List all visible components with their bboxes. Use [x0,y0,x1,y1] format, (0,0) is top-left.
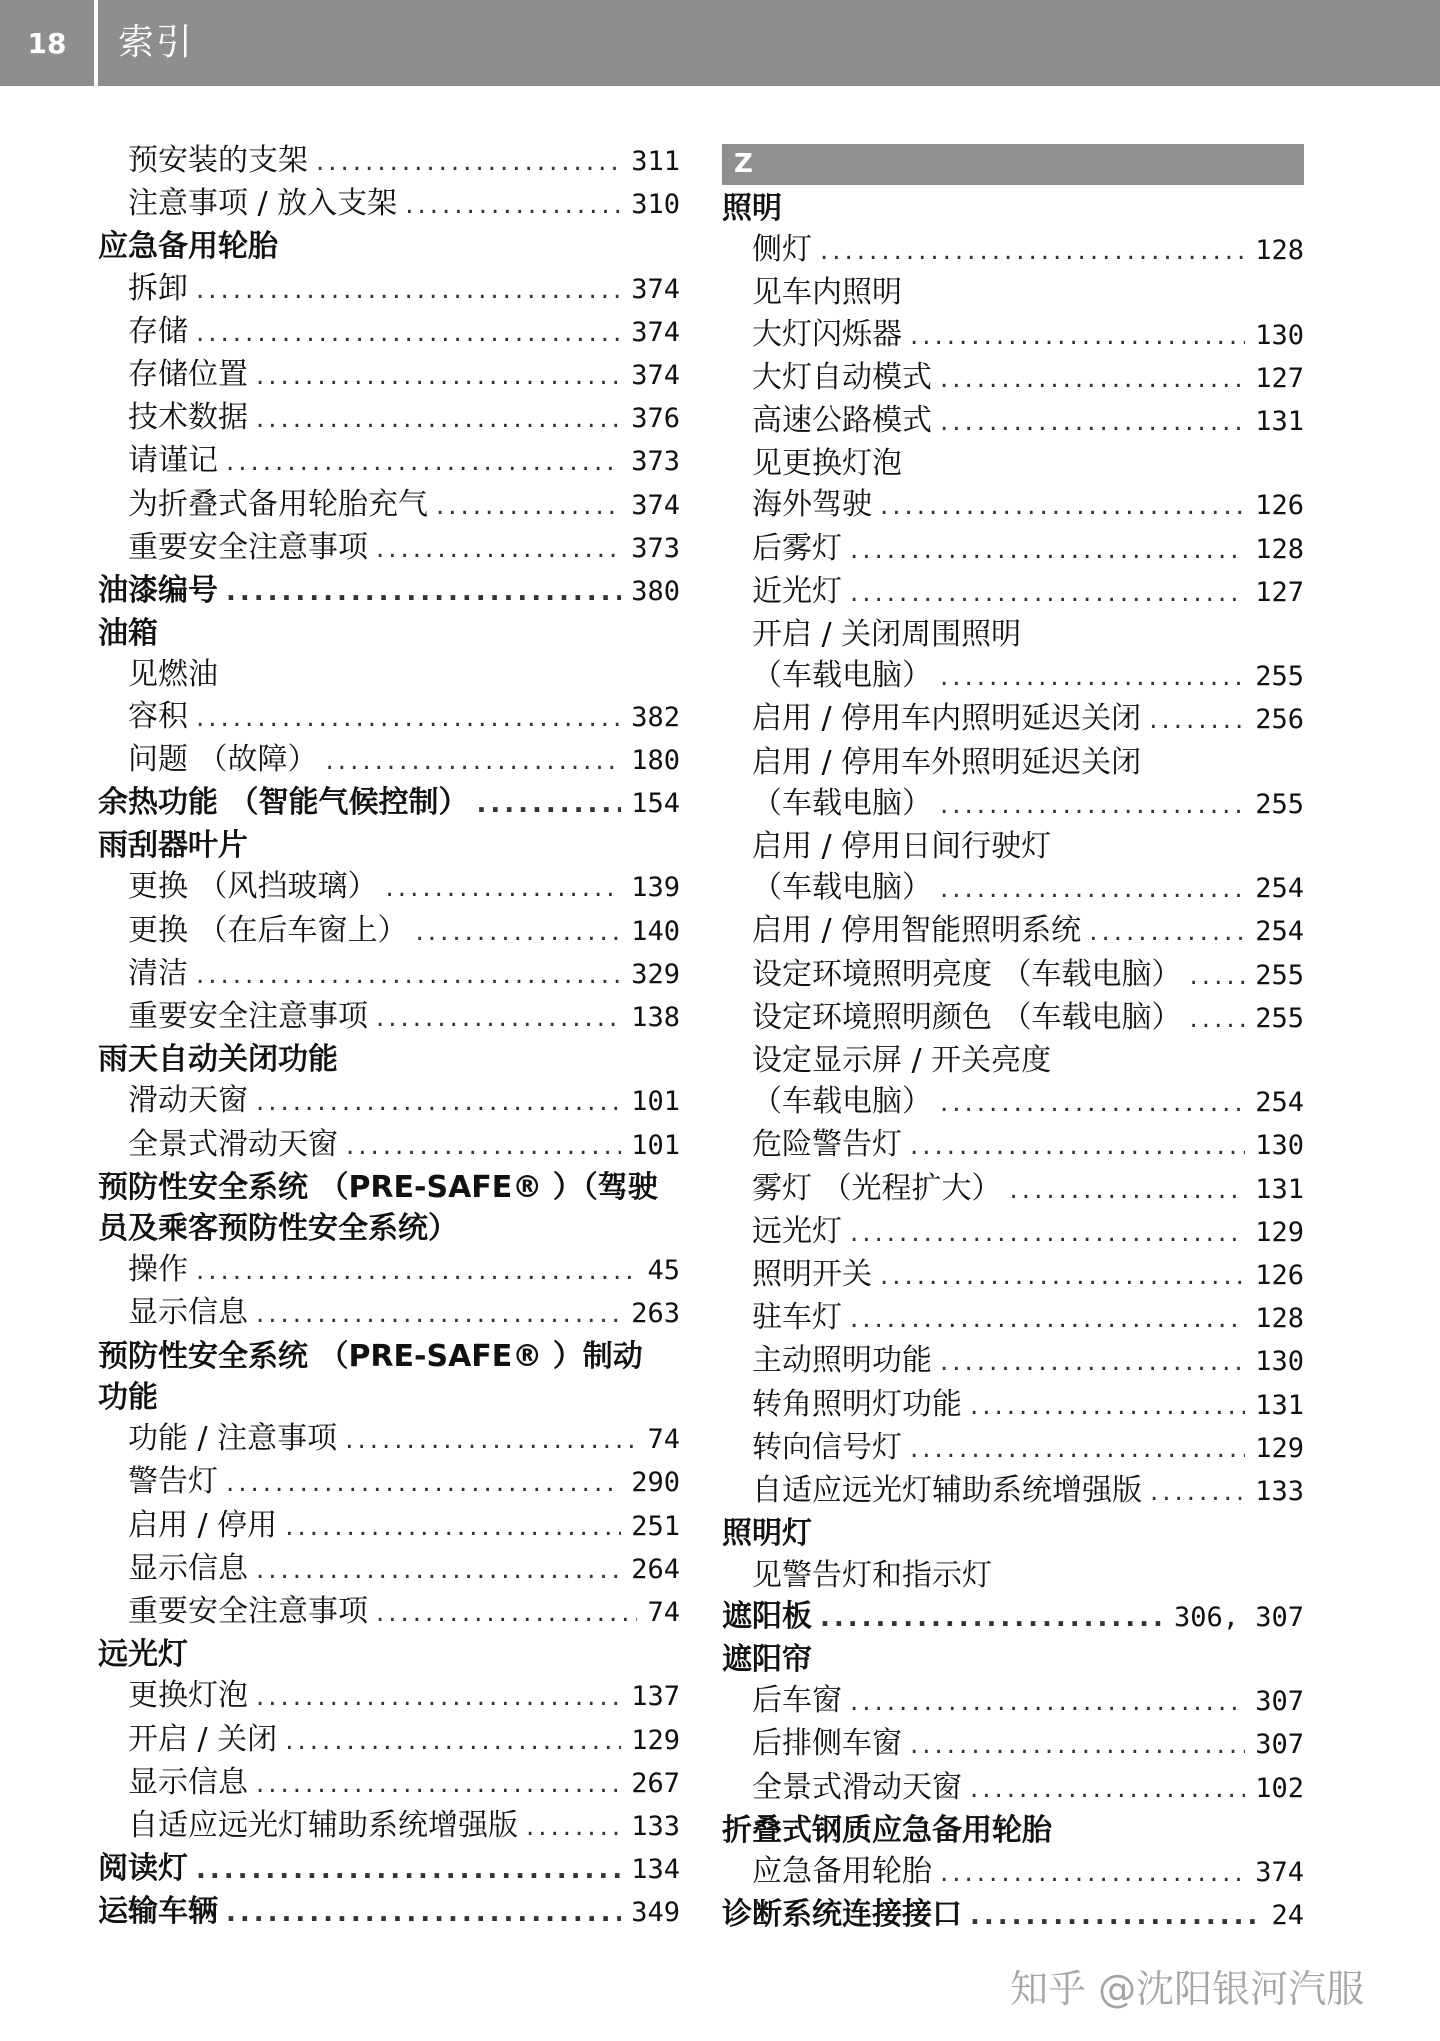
index-entry-main [98,570,680,613]
entry-page-number: 255 [1255,1002,1304,1034]
entry-label: 重要安全注意事项 [128,529,368,565]
entry-page-number: 373 [631,532,680,564]
index-entry-sub [98,1675,680,1718]
dot-leader [940,657,1245,698]
entry-label: 员及乘客预防性安全系统） [98,1211,458,1247]
entry-page-number: 134 [631,1854,680,1886]
entry-label: 预防性安全系统 （PRE-SAFE® ）（驾驶 [98,1169,658,1205]
index-entry-main [98,1848,680,1891]
dot-leader [910,1429,1245,1470]
dot-leader [1089,912,1245,953]
entry-label: 请谨记 [128,443,218,479]
entry-page-number: 311 [631,146,680,177]
entry-label: 余热功能 （智能气候控制） [98,785,469,821]
entry-label: 设定环境照明亮度 （车载电脑） [752,956,1182,992]
dot-leader [416,912,622,953]
entry-label: （车载电脑） [752,658,932,694]
dot-leader [1010,1170,1246,1211]
index-entry-main [722,1639,1304,1680]
entry-label: 预安装的支架 [128,143,308,178]
index-entry-sub [98,696,680,739]
dot-leader [196,698,621,739]
entry-page-number: 376 [631,403,680,435]
dot-leader [316,142,621,183]
entry-label: 见车内照明 [752,275,902,311]
entry-label: 远光灯 [98,1637,188,1673]
entry-label: 见燃油 [128,657,218,693]
entry-page-number: 131 [1255,406,1304,438]
index-entry-sub [98,866,680,909]
entry-page-number: 130 [1255,1346,1304,1378]
entry-label: 功能 [98,1379,158,1415]
dot-leader [196,270,621,311]
entry-label: 高速公路模式 [752,403,932,439]
dot-leader [910,1725,1245,1766]
entry-page-number: 374 [1255,1856,1304,1888]
entry-label: 遮阳板 [722,1598,812,1634]
page-number: 18 [27,26,67,60]
dot-leader [476,784,621,825]
entry-label: 存储 [128,313,188,349]
index-entry-sub [722,229,1304,272]
entry-label: 注意事项 / 放入支架 [128,186,398,222]
index-entry-main [98,1208,680,1249]
entry-label: 远光灯 [752,1213,842,1249]
entry-label: （车载电脑） [752,870,932,906]
index-entry-sub [98,1505,680,1548]
dot-leader [526,1807,621,1848]
entry-label: 为折叠式备用轮胎充气 [128,486,428,522]
index-entry-sub [722,272,1304,313]
entry-label: 自适应远光灯辅助系统增强版 [128,1807,518,1843]
index-entry-sub [722,910,1304,953]
entry-label: 油漆编号 [98,573,218,609]
entry-page-number: 256 [1255,704,1304,736]
index-entry-sub [98,1418,680,1461]
entry-label: 后车窗 [752,1683,842,1719]
entry-page-number: 137 [631,1681,680,1713]
dot-leader [226,1463,621,1504]
index-entry-sub [98,1080,680,1123]
index-entry-sub [98,953,680,996]
entry-page-number: 126 [1255,490,1304,522]
entry-label: 拆卸 [128,270,188,306]
watermark: 知乎 @沈阳银河汽服 [1010,1967,1365,2011]
index-entry-sub [98,1719,680,1762]
dot-leader [1149,700,1245,741]
index-entry-main [722,1894,1304,1937]
entry-label: 设定环境照明颜色 （车载电脑） [752,999,1182,1035]
entry-label: 危险警告灯 [752,1127,902,1163]
index-entry-sub [98,1124,680,1167]
dot-leader [196,955,621,996]
dot-leader [970,1896,1261,1937]
dot-leader [940,359,1245,400]
dot-leader [226,442,621,483]
index-entries-right [722,188,1304,1937]
entry-label: 更换 （风挡玻璃） [128,869,378,905]
entry-label: 重要安全注意事项 [128,1593,368,1629]
index-entry-main [98,613,680,654]
entry-page-number: 131 [1255,1173,1304,1205]
entry-label: 显示信息 [128,1295,248,1331]
entry-page-number: 264 [631,1553,680,1585]
entry-label: 油箱 [98,616,158,652]
index-entry-main [722,188,1304,229]
entry-page-number: 251 [631,1510,680,1542]
index-entry-sub [98,140,680,183]
entry-label: 见警告灯和指示灯 [752,1557,992,1593]
dot-leader [386,868,622,909]
entry-page-number: 255 [1255,788,1304,820]
entry-label: 大灯闪烁器 [752,316,902,352]
index-entry-main [98,825,680,866]
dot-leader [850,530,1245,571]
entry-label: 启用 / 停用车内照明延迟关闭 [752,701,1142,737]
page-title: 索引 [118,22,195,63]
entry-label: 设定显示屏 / 开关亮度 [752,1043,1052,1079]
index-entry-sub [722,1723,1304,1766]
index-entry-main [98,1336,680,1377]
entry-label: 转角照明灯功能 [752,1386,962,1422]
index-entry-main [98,226,680,267]
entry-label: 后排侧车窗 [752,1726,902,1762]
header-divider [94,0,98,86]
index-entry-main [722,1513,1304,1554]
dot-leader [880,486,1245,527]
entry-page-number: 127 [1255,576,1304,608]
entry-page-number: 133 [631,1810,680,1842]
dot-leader [226,1893,621,1934]
entry-label: 大灯自动模式 [752,359,932,395]
index-entry-sub [722,1384,1304,1427]
index-entry-sub [722,528,1304,571]
entry-page-number: 129 [1255,1216,1304,1248]
entry-page-number: 267 [631,1767,680,1799]
index-entry-sub [722,1040,1304,1081]
index-entry-main [98,1167,680,1208]
dot-leader [970,1769,1245,1810]
entry-page-number: 374 [631,273,680,305]
index-entry-sub [98,527,680,570]
entry-label: 滑动天窗 [128,1083,248,1119]
entry-label: 启用 / 停用 [128,1507,278,1543]
entry-label: （车载电脑） [752,1084,932,1120]
entry-label: 警告灯 [128,1464,218,1500]
page-header [0,0,1440,86]
entry-label: 应急备用轮胎 [752,1853,932,1889]
dot-leader [376,529,621,570]
entry-label: 全景式滑动天窗 [752,1769,962,1805]
dot-leader [820,1598,1164,1639]
entry-label: 自适应远光灯辅助系统增强版 [752,1473,1142,1509]
entry-page-number: 133 [1255,1476,1304,1508]
entry-label: 转向信号灯 [752,1429,902,1465]
entry-page-number: 128 [1255,235,1304,267]
index-entry-sub [722,1211,1304,1254]
index-entry-main [98,1039,680,1080]
entry-label: 运输车辆 [98,1894,218,1930]
dot-leader [226,572,621,613]
entry-label: 雨刮器叶片 [98,828,248,864]
entry-label: 更换 （在后车窗上） [128,912,408,948]
index-entry-sub [722,1340,1304,1383]
dot-leader [285,1721,621,1762]
entry-label: 容积 [128,698,188,734]
entry-page-number: 24 [1271,1900,1304,1932]
entry-label: 诊断系统连接接口 [722,1897,962,1933]
entry-page-number: 374 [631,489,680,521]
dot-leader [850,1682,1245,1723]
entry-page-number: 306, 307 [1173,1601,1304,1633]
entry-page-number: 129 [631,1724,680,1756]
entry-label: 驻车灯 [752,1300,842,1336]
entry-page-number: 154 [631,788,680,820]
entry-label: 见更换灯泡 [752,446,902,482]
dot-leader [1190,956,1246,997]
index-entry-sub [98,440,680,483]
dot-leader [405,185,621,226]
entry-label: 后雾灯 [752,530,842,566]
entry-page-number: 130 [1255,1130,1304,1162]
dot-leader [376,1593,637,1634]
entry-label: 开启 / 关闭 [128,1721,278,1757]
entry-label: 重要安全注意事项 [128,999,368,1035]
dot-leader [940,785,1245,826]
dot-leader [910,316,1245,357]
entry-page-number: 101 [631,1086,680,1118]
entry-page-number: 128 [1255,1303,1304,1335]
dot-leader [910,1126,1245,1167]
index-entry-sub [98,1548,680,1591]
entry-page-number: 127 [1255,362,1304,394]
entry-page-number: 310 [631,189,680,221]
index-entry-sub [722,1427,1304,1470]
entry-label: 雨天自动关闭功能 [98,1042,338,1078]
index-entry-sub [722,357,1304,400]
index-entry-sub [98,654,680,695]
dot-leader [196,1251,637,1292]
dot-leader [346,1126,621,1167]
entry-label: 雾灯 （光程扩大） [752,1170,1002,1206]
index-entry-main [722,1810,1304,1851]
index-entry-sub [98,910,680,953]
dot-leader [256,356,621,397]
entry-page-number: 126 [1255,1260,1304,1292]
dot-leader [850,573,1245,614]
entry-label: 照明开关 [752,1257,872,1293]
index-entry-sub [722,783,1304,826]
entry-label: 应急备用轮胎 [98,229,278,265]
entry-label: 清洁 [128,955,188,991]
index-entry-sub [722,1254,1304,1297]
index-column-left [98,140,680,1935]
index-entry-main [98,1634,680,1675]
index-entry-sub [98,397,680,440]
entry-label: 技术数据 [128,400,248,436]
index-entry-sub [98,311,680,354]
entry-page-number: 373 [631,446,680,478]
entry-page-number: 128 [1255,533,1304,565]
index-entry-sub [722,997,1304,1040]
index-entry-main [98,1377,680,1418]
entry-page-number: 74 [647,1424,680,1456]
entry-page-number: 139 [631,872,680,904]
index-entry-sub [98,484,680,527]
dot-leader [940,402,1245,443]
entry-label: 照明 [722,191,782,226]
entry-label: 功能 / 注意事项 [128,1421,338,1457]
index-entry-sub [722,1168,1304,1211]
dot-leader [256,1082,621,1123]
dot-leader [880,1256,1245,1297]
index-entry-sub [98,1292,680,1335]
dot-leader [850,1299,1245,1340]
entry-label: 启用 / 停用日间行驶灯 [752,829,1052,865]
dot-leader [256,1294,621,1335]
index-entry-sub [98,1461,680,1504]
entry-page-number: 307 [1255,1729,1304,1761]
entry-page-number: 254 [1255,873,1304,905]
dot-leader [1150,1472,1245,1513]
entry-label: 海外驾驶 [752,487,872,523]
dot-leader [940,1342,1245,1383]
entry-page-number: 254 [1255,916,1304,948]
dot-leader [940,1853,1245,1894]
index-column-right [722,140,1304,1937]
entry-label: 启用 / 停用车外照明延迟关闭 [752,744,1142,780]
entry-page-number: 101 [631,1129,680,1161]
entry-label: 显示信息 [128,1764,248,1800]
entry-page-number: 374 [631,360,680,392]
section-letter-bar: Z [722,144,1304,185]
index-entry-sub [98,1805,680,1848]
index-entry-main [98,1891,680,1934]
entry-label: 更换灯泡 [128,1678,248,1714]
index-entry-sub [722,614,1304,655]
entry-page-number: 138 [631,1002,680,1034]
entry-page-number: 140 [631,915,680,947]
entry-label: 启用 / 停用智能照明系统 [752,913,1082,949]
entry-label: 照明灯 [722,1516,812,1552]
index-entry-sub [722,484,1304,527]
entry-page-number: 380 [631,576,680,608]
dot-leader [345,1420,637,1461]
index-entry-sub [722,742,1304,783]
index-entry-sub [722,443,1304,484]
entry-label: 遮阳帘 [722,1641,812,1677]
index-entry-sub [722,1297,1304,1340]
entry-page-number: 254 [1255,1087,1304,1119]
entry-page-number: 130 [1255,319,1304,351]
dot-leader [940,1083,1245,1124]
dot-leader [256,1764,621,1805]
entry-label: 近光灯 [752,573,842,609]
index-entry-sub [722,1124,1304,1167]
entry-label: 问题 （故障） [128,741,318,777]
index-entry-sub [722,867,1304,910]
entry-label: 阅读灯 [98,1851,188,1887]
index-entry-sub [722,826,1304,867]
index-entry-sub [98,996,680,1039]
dot-leader [376,998,621,1039]
index-entry-main [98,782,680,825]
index-entry-sub [722,1081,1304,1124]
index-entry-sub [722,1851,1304,1894]
entry-page-number: 131 [1255,1389,1304,1421]
dot-leader [1190,999,1246,1040]
dot-leader [196,1850,621,1891]
entry-page-number: 102 [1255,1772,1304,1804]
index-entry-sub [98,1591,680,1634]
index-entry-sub [722,1680,1304,1723]
entry-page-number: 329 [631,958,680,990]
entry-page-number: 74 [647,1596,680,1628]
index-entry-sub [98,183,680,226]
index-entry-sub [722,1470,1304,1513]
entry-page-number: 45 [647,1255,680,1287]
entry-label: 全景式滑动天窗 [128,1126,338,1162]
index-entry-sub [98,739,680,782]
entry-label: 显示信息 [128,1550,248,1586]
entry-label: 侧灯 [752,232,812,268]
index-entry-sub [722,954,1304,997]
index-entry-sub [722,1555,1304,1596]
index-entry-sub [722,698,1304,741]
entry-label: 存储位置 [128,357,248,393]
entry-page-number: 290 [631,1467,680,1499]
dot-leader [196,313,621,354]
dot-leader [970,1386,1245,1427]
entry-page-number: 255 [1255,661,1304,693]
entry-label: 开启 / 关闭周围照明 [752,617,1022,653]
entry-label: 操作 [128,1252,188,1288]
index-entry-sub [98,1249,680,1292]
dot-leader [436,486,621,527]
dot-leader [940,869,1245,910]
dot-leader [326,741,622,782]
index-entry-sub [722,571,1304,614]
entry-page-number: 374 [631,316,680,348]
entry-page-number: 382 [631,701,680,733]
entry-label: 预防性安全系统 （PRE-SAFE® ）制动 [98,1338,643,1374]
entry-page-number: 255 [1255,959,1304,991]
index-entry-main [722,1596,1304,1639]
entry-label: 主动照明功能 [752,1343,932,1379]
entry-label: （车载电脑） [752,785,932,821]
index-entry-sub [98,354,680,397]
dot-leader [285,1507,621,1548]
entry-page-number: 263 [631,1298,680,1330]
entry-page-number: 349 [631,1897,680,1929]
dot-leader [256,1550,621,1591]
dot-leader [850,1213,1245,1254]
entry-page-number: 180 [631,744,680,776]
entry-page-number: 129 [1255,1432,1304,1464]
index-entry-sub [98,268,680,311]
dot-leader [256,1677,621,1718]
entry-label: 折叠式钢质应急备用轮胎 [722,1812,1052,1848]
index-entry-sub [98,1762,680,1805]
index-entry-sub [722,314,1304,357]
entry-page-number: 307 [1255,1686,1304,1718]
dot-leader [256,399,621,440]
index-entry-sub [722,1767,1304,1810]
index-entry-sub [722,655,1304,698]
dot-leader [820,231,1245,272]
index-entry-sub [722,400,1304,443]
